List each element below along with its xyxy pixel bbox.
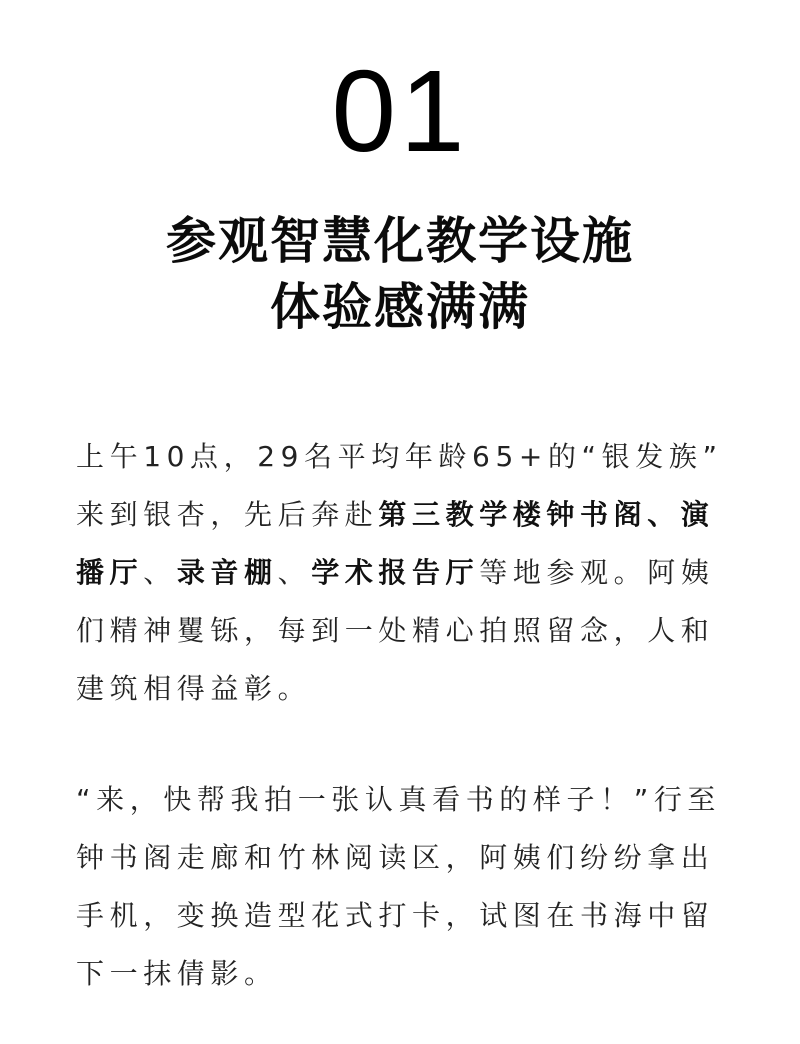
- paragraph-line: [76, 602, 724, 660]
- text-run: 来到银杏，先后奔赴: [76, 498, 379, 531]
- headline-line-1: 参观智慧化教学设施: [166, 212, 634, 270]
- text-run: 们精神矍铄，每到一处精心拍照留念，人和: [76, 614, 715, 647]
- text-run: 下一抹倩影。: [76, 957, 278, 990]
- paragraph-line: [76, 428, 724, 486]
- paragraph-line: [76, 544, 724, 602]
- body-paragraph-2: [76, 771, 724, 1003]
- text-run: 、: [277, 556, 312, 589]
- paragraph-line: [76, 771, 724, 829]
- text-run: 钟书阁走廊和竹林阅读区，阿姨们纷纷拿出: [76, 841, 715, 874]
- paragraph-line: [76, 829, 724, 887]
- highlighted-location: 播厅: [76, 556, 144, 589]
- body-paragraph-1: [76, 428, 724, 718]
- headline-line-2: 体验感满满: [270, 278, 530, 336]
- text-run: 手机，变换造型花式打卡，试图在书海中留: [76, 899, 715, 932]
- text-run: 上午10点，29名平均年龄65+的“银发族”: [76, 440, 723, 473]
- highlighted-location: 学术报告厅: [311, 556, 480, 589]
- text-run: 、: [143, 556, 177, 589]
- section-number: 01: [331, 46, 469, 176]
- section-headline: [0, 208, 800, 340]
- paragraph-line: [76, 660, 724, 718]
- highlighted-location: 第三教学楼钟书阁、演: [378, 498, 715, 531]
- paragraph-line: [76, 887, 724, 945]
- paragraph-line: [76, 945, 724, 1003]
- text-run: “来，快帮我拍一张认真看书的样子！”行至: [76, 783, 722, 816]
- text-run: 建筑相得益彰。: [76, 672, 312, 705]
- paragraph-line: [76, 486, 724, 544]
- highlighted-location: 录音棚: [176, 556, 278, 589]
- text-run: 等地参观。阿姨: [479, 556, 715, 589]
